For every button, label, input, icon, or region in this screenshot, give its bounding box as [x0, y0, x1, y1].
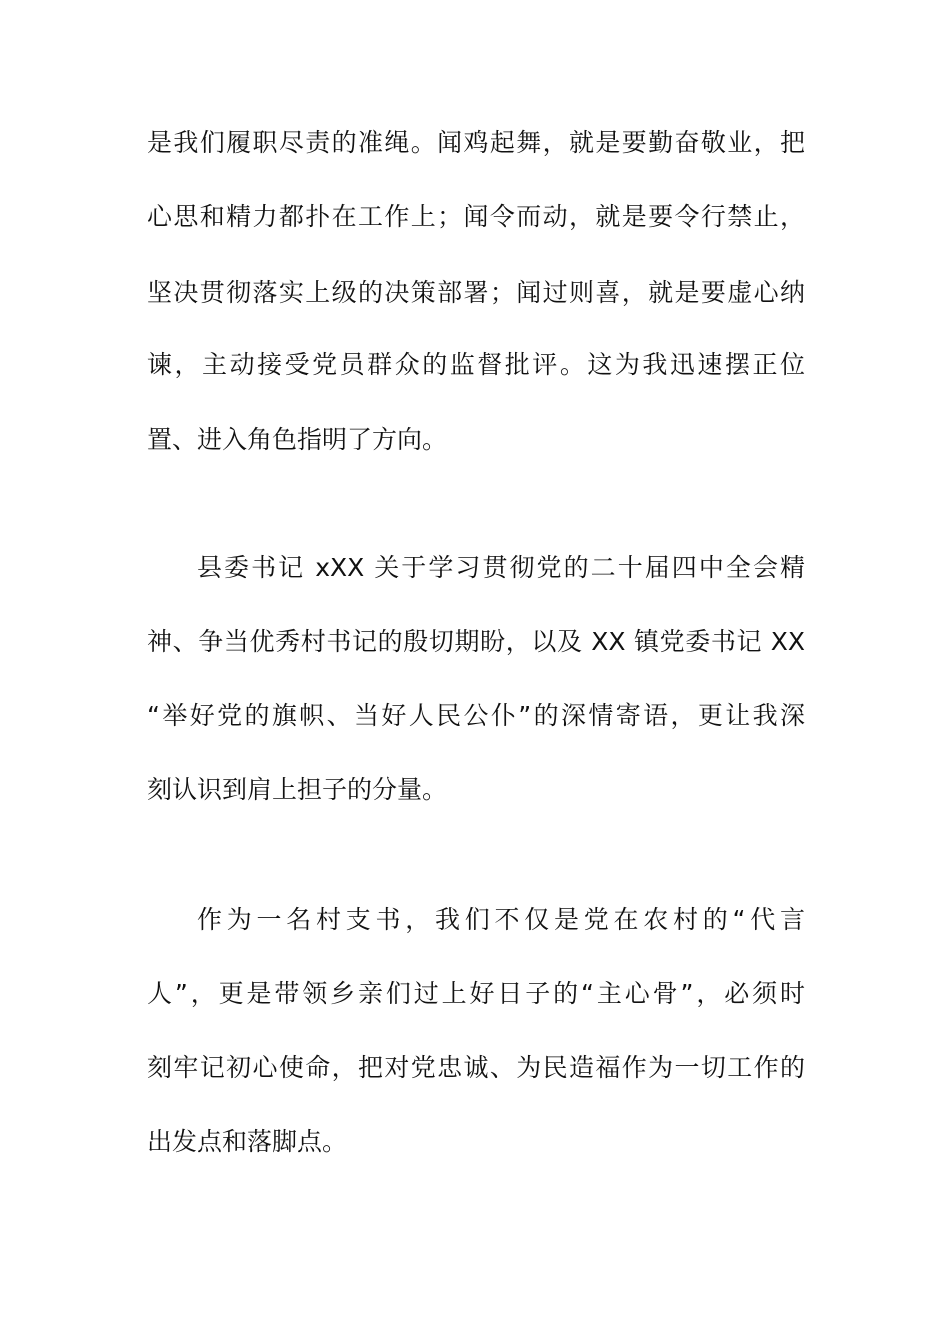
text-line: 谏，主动接受党员群众的监督批评。这为我迅速摆正位: [147, 350, 805, 379]
text-line: 心思和精力都扑在工作上；闻令而动，就是要令行禁止，: [147, 202, 805, 231]
text-line: 置、进入角色指明了方向。: [147, 425, 448, 454]
text-line: 出发点和落脚点。: [147, 1127, 348, 1156]
text-line: 作为一名村支书，我们不仅是党在农村的“代言: [197, 905, 805, 934]
text-line: 刻认识到肩上担子的分量。: [147, 775, 448, 804]
text-line: 人”，更是带领乡亲们过上好日子的“主心骨”，必须时: [147, 979, 805, 1008]
text-line: 县委书记 xXX 关于学习贯彻党的二十届四中全会精: [197, 553, 805, 582]
text-line: 坚决贯彻落实上级的决策部署；闻过则喜，就是要虚心纳: [147, 278, 805, 307]
text-line: “举好党的旗帜、当好人民公仆”的深情寄语，更让我深: [147, 701, 805, 730]
text-line: 神、争当优秀村书记的殷切期盼，以及 XX 镇党委书记 XX: [147, 627, 805, 656]
text-line: 刻牢记初心使命，把对党忠诚、为民造福作为一切工作的: [147, 1053, 805, 1082]
text-line: 是我们履职尽责的准绳。闻鸡起舞，就是要勤奋敬业，把: [147, 128, 805, 157]
